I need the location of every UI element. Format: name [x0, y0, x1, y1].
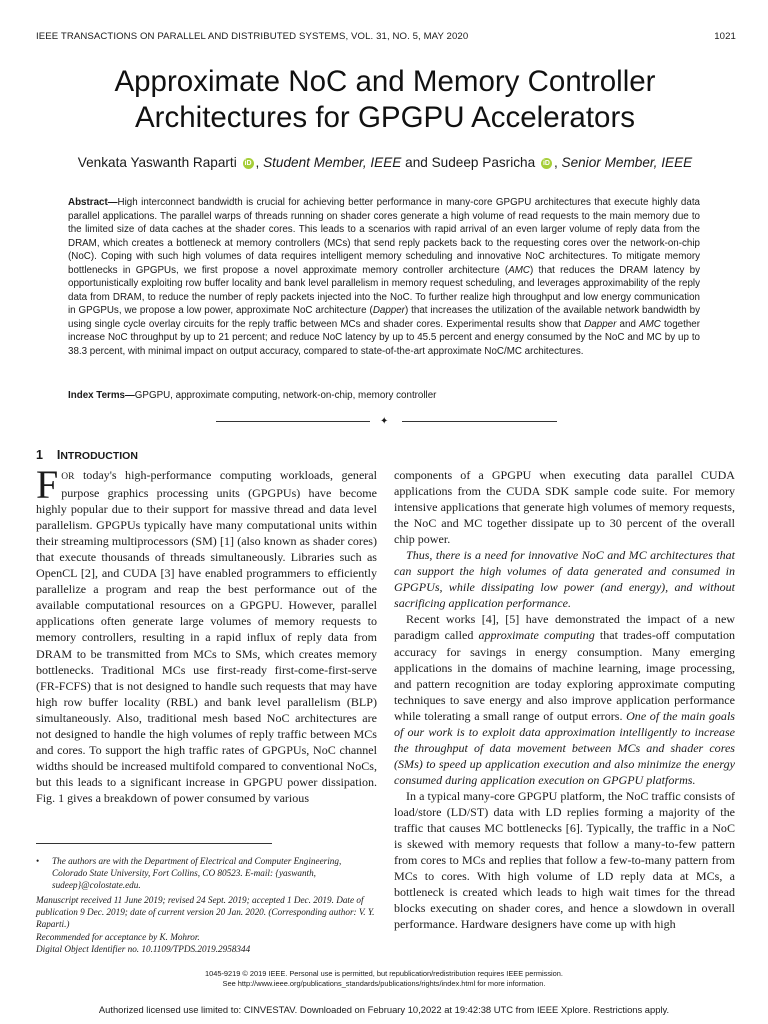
right-paragraph-1: components of a GPGPU when executing data parallel CUDA applications from the CUDA SDK sample code suite. For memory intensive applications that generate high volumes of memory requests, the NoC and MC together dissipate up to 30 percent of the overall chip power.: [394, 468, 735, 547]
divider-line-right: [402, 421, 557, 422]
paper-title: [40, 64, 730, 136]
copyright-line-1: 1045-9219 © 2019 IEEE. Personal use is permitted, but republication/redistribution requires IEEE permission.: [205, 969, 563, 978]
section-number: 1: [36, 448, 43, 462]
author-list: Venkata Yaswanth Raparti iD , Student Member, IEEE and Sudeep Pasricha iD , Senior Member, IEEE: [77, 155, 693, 170]
paragraph-text: today's high-performance computing workloads, general purpose graphics processing units (GPGPUs) have become highly popular due to their support for massive thread and data level parallelism. GPGPUs typically have many computational units within their streaming multiprocessors (SM) [1] (also known as shader cores) that execute thousands of threads simultaneously. Libraries such as OpenCL [2], and CUDA [3] have enabled programmers to efficiently parallelize a program and reap the best performance out of the available computational resources on a GPGPU. However, parallel applications often generate large volumes of memory requests to memory controllers, resulting in a rapid influx of reply data from DRAM to be transmitted from MCs to SMs, which creates memory bottlenecks. Traditional MCs use first-ready first-come-first-serve (FR-FCFS) that is not designed to handle such requests that may have high row buffer locality (RBL) and bank level parallelism (BLP) simultaneously. Also, traditional mesh based NoC architectures are not designed to handle the high volumes of reply traffic between MCs and cores. To support the high traffic rates of GPGPUs, NoC channel widths should be increased multifold compared to conventional NoCs, but this leads to a significant increase in GPGPU power dissipation. Fig. 1 gives a breakdown of power consumed by various: [36, 468, 377, 805]
section-divider: [216, 416, 557, 428]
right-paragraph-2: [394, 547, 735, 611]
running-header: [36, 31, 736, 42]
right-paragraph-4: In a typical many-core GPGPU platform, the NoC traffic consists of load/store (LD/ST) data with LD replies forming a majority of the traffic that causes MC bottlenecks [6]. Typically, the traffic in a NoC is skewed with memory requests that follow a many-to-few pattern from cores to MCs and replies that follow a few-to-many pattern from MCs to cores. With high volume of LD reply data at MCs, a bottleneck is created which leads to high wait times for the thread blocks executing on shader cores, and hence a slowdown in overall performance. Hardware designers have come up with high: [394, 788, 735, 932]
copyright-notice: [0, 969, 768, 989]
abstract-term: AMC: [639, 318, 661, 330]
small-caps-lead: OR: [61, 472, 75, 482]
copyright-line-2: See http://www.ieee.org/publications_standards/publications/rights/index.html for more information.: [222, 979, 546, 988]
right-column: [394, 467, 735, 932]
orcid-icon[interactable]: iD: [542, 160, 550, 167]
bullet-icon: •: [36, 856, 40, 866]
index-terms-text: GPGPU, approximate computing, network-on-chip, memory controller: [134, 390, 437, 401]
drop-cap: F: [36, 462, 59, 507]
diamond-ornament-icon: ✦: [380, 416, 389, 427]
abstract-text: ) that increases the utilization of the available network bandwidth by using single cycle overlay circuits for the reply traffic between MCs and shader cores. Experimental results show that: [68, 305, 700, 330]
footnote-doi: Digital Object Identifier no. 10.1109/TPDS.2019.2958344: [36, 943, 251, 954]
abstract-text: ) that reduces the DRAM latency by opportunistically exploiting row buffer locality and bank level parallelism in memory request scheduling, and leverages approximability of the reply data from DRAM, to reduce the number of reply packets injected into the NoC. To further realize high throughput and low energy communication in GPGPUs, we propose a low power, approximate NoC architecture (: [68, 264, 700, 317]
section-title-initial: I: [56, 448, 61, 462]
orcid-icon[interactable]: iD: [244, 160, 252, 167]
footnote-affiliation: The authors are with the Department of Electrical and Computer Engineering, Colorado State University, Fort Collins, CO 80523. E-mail: {yaswanth, sudeep}@colostate.edu.: [52, 856, 342, 891]
abstract-term: Dapper: [584, 318, 617, 330]
index-terms-label: Index Terms: [68, 390, 125, 401]
author-1-role: Student Member, IEEE: [263, 155, 402, 170]
page-number: 1021: [714, 31, 736, 42]
abstract-text: together increase NoC throughput by up to 21 percent; and reduce NoC latency by up to 45.5 percent and energy consumed by the NoC and MC by up to 38.3 percent, with minimal impact on output accuracy, compared to state-of-the-art approximate NoC/MC architectures.: [68, 318, 700, 358]
index-terms: Index Terms—GPGPU, approximate computing, network-on-chip, memory controller: [68, 390, 437, 401]
author-2-role: Senior Member, IEEE: [561, 155, 693, 170]
title-line-1: Approximate NoC and Memory Controller: [114, 65, 656, 98]
title-line-2: Architectures for GPGPU Accelerators: [134, 101, 636, 134]
footnote-recommended: Recommended for acceptance by K. Mohror.: [36, 931, 200, 942]
footnote-received: Manuscript received 11 June 2019; revised 24 Sept. 2019; accepted 1 Dec. 2019. Date of publication 9 Dec. 2019; date of current version 20 Jan. 2020. (Corresponding author: V. Y. Raparti.): [36, 895, 375, 930]
abstract-text: High interconnect bandwidth is crucial for achieving better performance in many-core GPGPU architectures that execute highly data parallel applications. The parallel warps of threads running on shader cores generate a high volume of read requests to the main memory due to the limited size of data caches at the shader cores. This leads to a scenarios with rapid arrival of an even larger volume of reply data from the DRAM, which creates a bottleneck at memory controllers (MCs) that send reply packets back to the requesting cores over the network-on-chip (NoC). Coping with such high volumes of data requires intelligent memory scheduling and innovative NoC architectures. To mitigate memory bottlenecks in GPGPUs, we first propose a novel approximate memory controller architecture (: [68, 197, 700, 276]
intro-paragraph-1: [36, 462, 377, 806]
paragraph-text: that trades-off computation accuracy for savings in energy consumption. Many emerging applications in the domains of machine learning, image processing, and pattern recognition are today exploring approximate computing techniques to save energy and also improve application performance while tolerating a small range of output errors.: [394, 628, 735, 723]
author-1-name: Venkata Yaswanth Raparti: [77, 155, 237, 170]
abstract-term: Dapper: [372, 305, 405, 317]
section-title-rest: NTRODUCTION: [60, 450, 138, 462]
divider-line-left: [216, 421, 370, 422]
right-paragraph-3: [394, 611, 735, 788]
emphasis-text: Thus, there is a need for innovative NoC and MC architectures that can support the high volumes of data generated and consumed in GPGPUs, while dissipating low power (and energy), and without sacrificing application performance.: [394, 548, 735, 611]
emphasis-text: One of the main goals of our work is to exploit data approximation intelligently to increase the throughput of data movement between MCs and shader cores (SMs) to speed up application execution and also minimize the energy consumed during application execution on GPGPU platforms.: [394, 708, 735, 787]
abstract: Abstract—High interconnect bandwidth is crucial for achieving better performance in many-core GPGPU architectures that execute highly data parallel applications. The parallel warps of threads running on shader cores generate a high volume of read requests to the main memory due to the limited size of data caches at the shader cores. This leads to a scenarios with rapid arrival of an even larger volume of reply data from the DRAM, which creates a bottleneck at memory controllers (MCs) that send reply packets back to the requesting cores over the network-on-chip (NoC). Coping with such high volumes of data requires intelligent memory scheduling and innovative NoC architectures. To mitigate memory bottlenecks in GPGPUs, we first propose a novel approximate memory controller architecture (AMC) that reduces the DRAM latency by opportunistically exploiting row buffer locality and bank level parallelism in memory request scheduling, and leverages approximability of the reply data from DRAM, to reduce the number of reply packets injected into the NoC. To further realize high throughput and low energy communication in GPGPUs, we propose a low power, approximate NoC architecture (Dapper) that increases the utilization of the available network bandwidth by using single cycle overlay circuits for the reply traffic between MCs and shader cores. Experimental results show that Dapper and AMC together increase NoC throughput by up to 21 percent; and reduce NoC latency by up to 45.5 percent and energy consumed by the NoC and MC by up to 38.3 percent, with minimal impact on output accuracy, compared to state-of-the-art approximate NoC/MC architectures.: [68, 197, 700, 358]
emphasis-term: approximate computing: [478, 628, 595, 643]
abstract-text: and: [616, 318, 640, 330]
license-footer: Authorized licensed use limited to: CINVESTAV. Downloaded on February 10,2022 at 19:42:38 UTC from IEEE Xplore. Restrictions apply.: [98, 1004, 670, 1015]
footnote-rule: [36, 843, 272, 844]
author-conjunction: and: [405, 155, 428, 170]
paragraph-text: Recent works [4], [5] have demonstrated the impact of a new paradigm called: [394, 612, 735, 643]
footnote: [36, 855, 377, 955]
abstract-label: Abstract: [68, 197, 108, 208]
abstract-term: AMC: [508, 264, 530, 276]
journal-header: IEEE TRANSACTIONS ON PARALLEL AND DISTRIBUTED SYSTEMS, VOL. 31, NO. 5, MAY 2020: [36, 31, 469, 42]
author-2-name: Sudeep Pasricha: [431, 155, 536, 170]
left-column: [36, 462, 377, 806]
section-heading: [36, 448, 138, 462]
